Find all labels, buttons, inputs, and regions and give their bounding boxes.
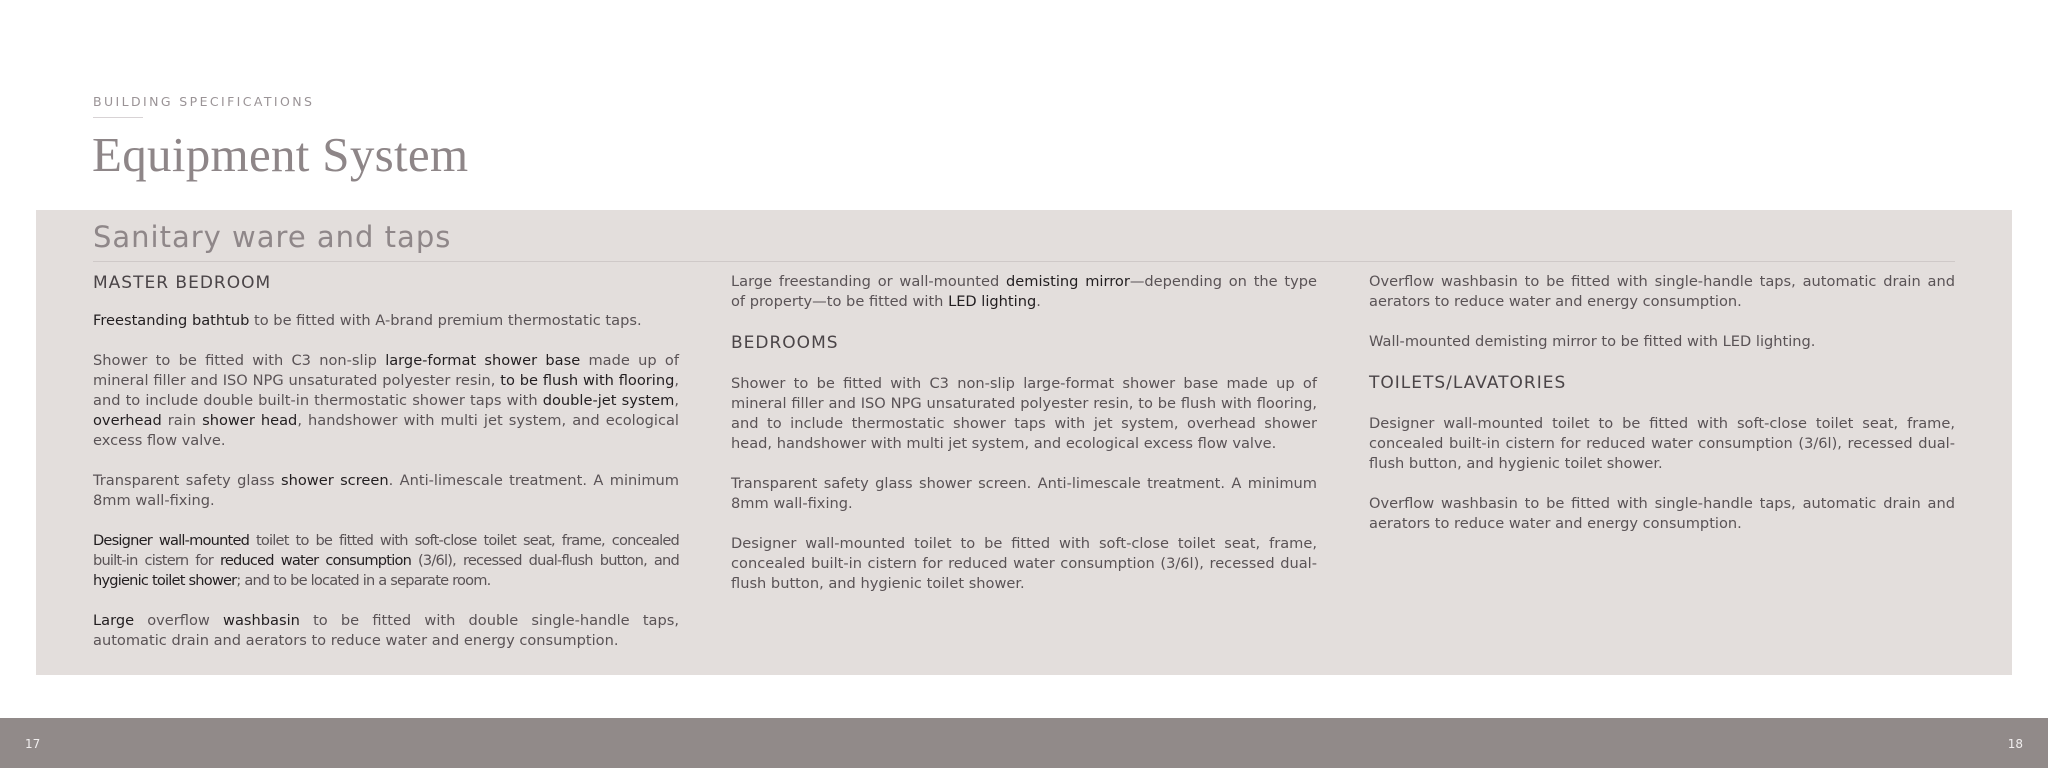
text-run: to be fitted with A-brand premium thermostatic taps. bbox=[249, 312, 642, 329]
eyebrow-label: BUILDING SPECIFICATIONS bbox=[93, 94, 315, 109]
paragraph: Transparent safety glass shower screen. Anti-limescale treatment. A minimum 8mm wall-fixing. bbox=[731, 475, 1317, 512]
text-run: . Anti-limescale treatment. A minimum 8mm wall-fixing. bbox=[93, 472, 680, 509]
text-run: —depending on the type of property—to be fitted with bbox=[731, 273, 1318, 310]
paragraph bbox=[731, 272, 1317, 312]
content-panel bbox=[36, 210, 2012, 675]
text-run: Transparent safety glass bbox=[93, 472, 282, 489]
text-run: to be fitted with double single-handle taps, automatic drain and aerators to reduce water and energy consumption. bbox=[93, 612, 679, 649]
subheading-toilets-lavatories: TOILETS/LAVATORIES bbox=[1369, 373, 1567, 393]
text-run: , handshower with multi jet system, and ecological excess flow valve. bbox=[93, 412, 679, 449]
paragraph bbox=[93, 351, 679, 451]
text-run: overflow bbox=[134, 612, 224, 629]
column-bedrooms bbox=[731, 272, 1317, 614]
bold-phrase: Large bbox=[93, 612, 135, 629]
bold-phrase: shower head bbox=[202, 412, 298, 429]
text-run: Large freestanding or wall-mounted bbox=[731, 273, 1007, 290]
bold-phrase: to be flush with flooring bbox=[500, 372, 675, 389]
text-run: . bbox=[1036, 293, 1041, 310]
paragraph: Wall-mounted demisting mirror to be fitted with LED lighting. bbox=[1369, 333, 1816, 350]
bold-phrase: large-format shower base bbox=[385, 352, 581, 369]
section-title: Sanitary ware and taps bbox=[93, 220, 452, 254]
paragraph: Shower to be fitted with C3 non-slip large-format shower base made up of mineral filler and ISO NPG unsaturated polyester resin, to be flush with flooring, and to include thermostatic shower taps with jet system, overhead shower head, handshower with multi jet system, and ecological excess flow valve. bbox=[731, 375, 1317, 452]
text-run: ; and to be located in a separate room. bbox=[236, 572, 491, 589]
bold-phrase: overhead bbox=[93, 412, 162, 429]
bold-phrase: washbasin bbox=[223, 612, 300, 629]
subheading-master-bedroom: MASTER BEDROOM bbox=[93, 273, 272, 293]
text-run: , bbox=[674, 392, 679, 409]
text-run: made up of mineral filler and ISO NPG unsaturated polyester resin, bbox=[93, 352, 679, 389]
bold-phrase: shower screen bbox=[281, 472, 389, 489]
text-run: toilet to be fitted with soft-close toilet seat, frame, concealed built-in cistern for bbox=[93, 532, 679, 569]
page-number-left: 17 bbox=[25, 737, 41, 751]
paragraph: Overflow washbasin to be fitted with single-handle taps, automatic drain and aerators to reduce water and energy consumption. bbox=[1369, 495, 1955, 532]
bold-phrase: LED lighting bbox=[948, 293, 1037, 310]
footer-bar bbox=[0, 718, 2048, 768]
bold-phrase: demisting mirror bbox=[1006, 273, 1130, 290]
subheading-bedrooms: BEDROOMS bbox=[731, 333, 839, 353]
bold-phrase: reduced water consumption bbox=[219, 552, 412, 569]
paragraph bbox=[93, 471, 679, 511]
bold-phrase: hygienic toilet shower bbox=[93, 572, 237, 589]
paragraph: Designer wall-mounted toilet to be fitted with soft-close toilet seat, frame, concealed built-in cistern for reduced water consumption (3/6l), recessed dual-flush button, and hygienic toilet shower. bbox=[1369, 415, 1955, 472]
bold-phrase: Freestanding bathtub bbox=[93, 312, 250, 329]
paragraph bbox=[93, 611, 679, 651]
bold-phrase: Designer wall-mounted bbox=[93, 532, 250, 549]
column-toilets bbox=[1369, 272, 1955, 554]
paragraph: Overflow washbasin to be fitted with single-handle taps, automatic drain and aerators to reduce water and energy consumption. bbox=[1369, 273, 1955, 310]
paragraph bbox=[93, 311, 679, 331]
page-title: Equipment System bbox=[92, 127, 469, 182]
section-divider bbox=[93, 261, 1955, 262]
column-master-bedroom bbox=[93, 272, 679, 671]
text-run: (3/6l), recessed dual-flush button, and bbox=[411, 552, 679, 569]
text-run: , and to include double built-in thermostatic shower taps with bbox=[93, 372, 679, 409]
bold-phrase: double-jet system bbox=[542, 392, 675, 409]
page-number-right: 18 bbox=[2007, 737, 2023, 751]
text-run: Shower to be fitted with C3 non-slip bbox=[93, 352, 386, 369]
paragraph bbox=[93, 531, 679, 591]
paragraph: Designer wall-mounted toilet to be fitted with soft-close toilet seat, frame, concealed built-in cistern for reduced water consumption (3/6l), recessed dual-flush button, and hygienic toilet shower. bbox=[731, 535, 1317, 592]
eyebrow-divider bbox=[93, 117, 143, 118]
text-run: rain bbox=[161, 412, 203, 429]
